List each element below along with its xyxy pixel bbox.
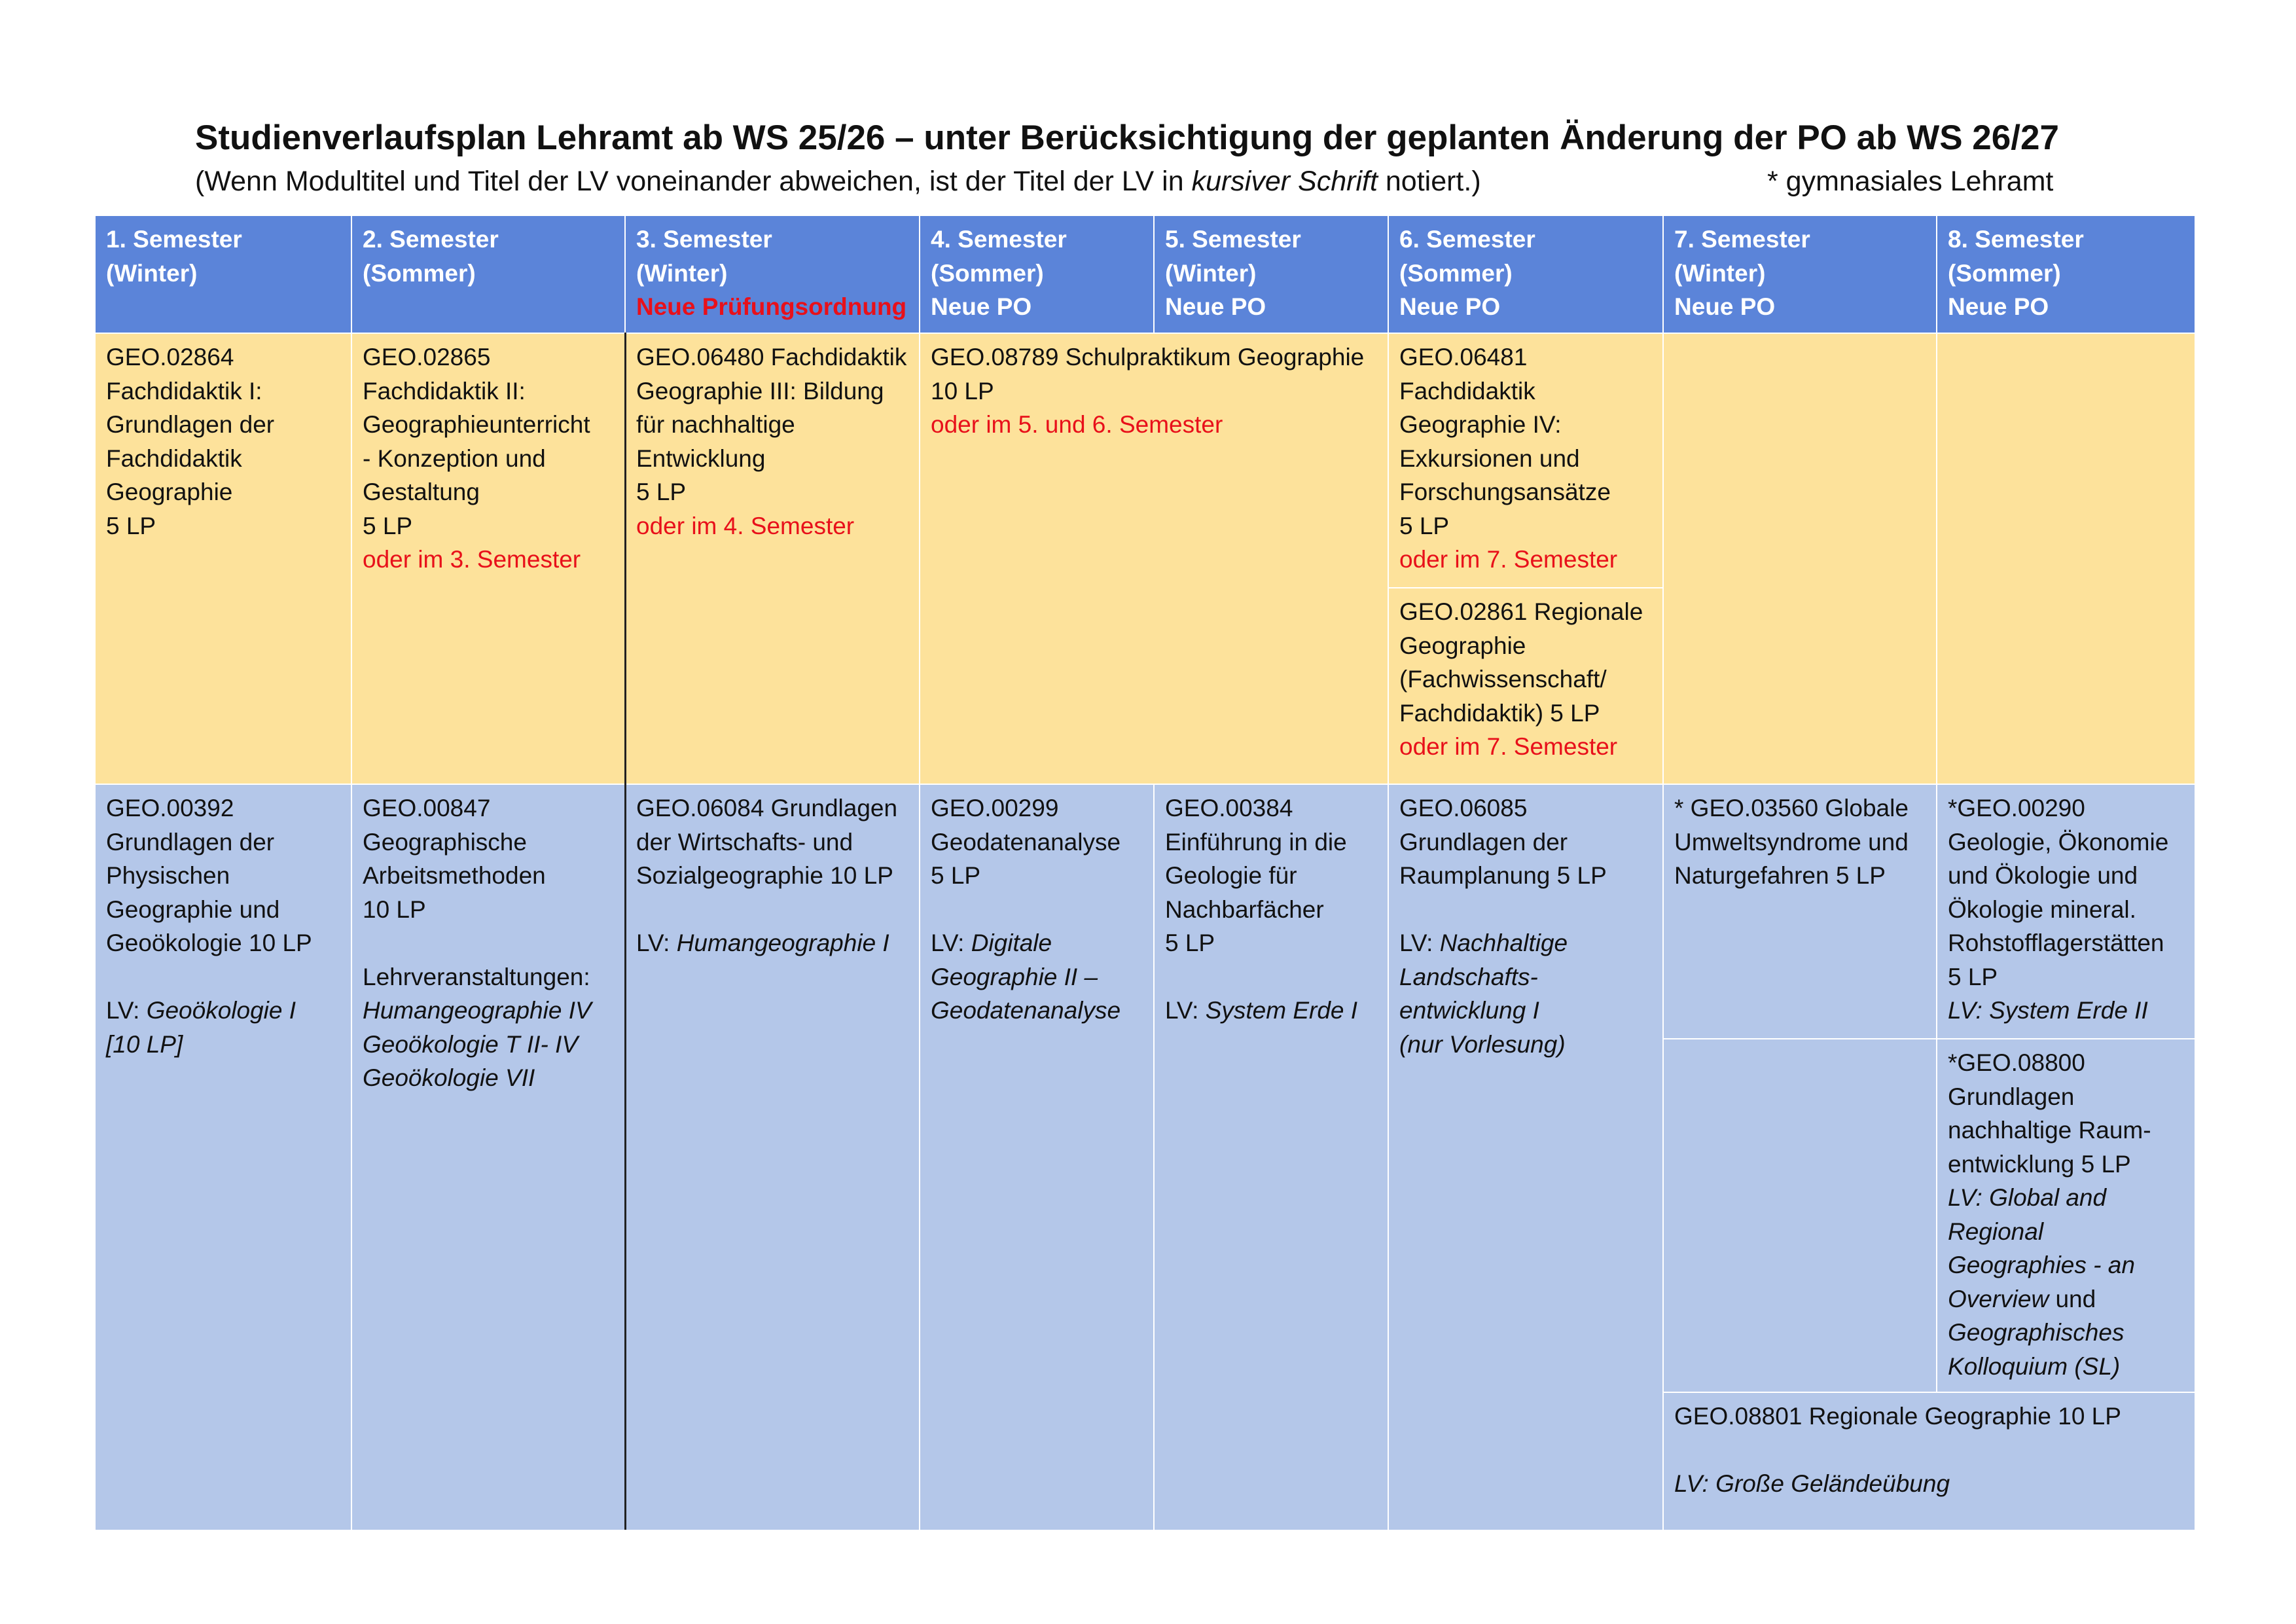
module-geo-08801: GEO.08801 Regionale Geographie 10 LP LV: Große Geländeübung — [1664, 1393, 2195, 1530]
header-semester-4: 4. Semester (Sommer) Neue PO — [920, 216, 1153, 333]
module-geo-02864: GEO.02864 Fachdidaktik I: Grundlagen der Fachdidaktik Geographie 5 LP — [96, 334, 351, 784]
subtitle-text: (Wenn Modultitel und Titel der LV voneinander abweichen, ist der Titel der LV in — [195, 166, 1192, 197]
module-geo-06480: GEO.06480 Fachdidaktik Geographie III: Bildung für nachhaltige Entwicklung 5 LP oder im 4. Semester — [626, 334, 919, 784]
subtitle-text-end: notiert.) — [1377, 166, 1481, 197]
module-geo-00392: GEO.00392 Grundlagen der Physischen Geographie und Geoökologie 10 LP LV: Geoökologie I [10 LP] — [96, 785, 351, 1530]
module-geo-00299: GEO.00299 Geodatenanalyse 5 LP LV: Digitale Geographie II – Geodatenanalyse — [920, 785, 1153, 1530]
module-geo-06481: GEO.06481 Fachdidaktik Geographie IV: Exkursionen und Forschungsansätze 5 LP oder im 7. Semester — [1389, 334, 1662, 587]
subtitle-italic-text: kursiver Schrift — [1191, 166, 1378, 197]
page-title: Studienverlaufsplan Lehramt ab WS 25/26 – unter Berücksichtigung der geplanten Änderung der PO ab WS 26/27 — [195, 118, 2059, 157]
module-geo-00290: *GEO.00290 Geologie, Ökonomie und Ökologie und Ökologie mineral. Rohstofflagerstätten 5 LP LV: System Erde II — [1937, 785, 2195, 1038]
header-semester-5: 5. Semester (Winter) Neue PO — [1155, 216, 1388, 333]
empty-cell-sem7-didaktik — [1664, 334, 1936, 784]
empty-cell-sem7-fach — [1664, 1039, 1936, 1392]
neue-pruefungsordnung-label: Neue Prüfungsordnung — [636, 293, 907, 320]
empty-cell-sem8-didaktik — [1937, 334, 2195, 784]
module-geo-06084: GEO.06084 Grundlagen der Wirtschafts- und Sozialgeographie 10 LP LV: Humangeographie I — [626, 785, 919, 1530]
module-geo-00847: GEO.00847 Geographische Arbeitsmethoden 10 LP Lehrveranstaltungen: Humangeographie IV Geoökologie T II- IV Geoökologie VII — [352, 785, 624, 1530]
page-subtitle — [195, 166, 1481, 198]
module-geo-03560: * GEO.03560 Globale Umweltsyndrome und Naturgefahren 5 LP — [1664, 785, 1936, 1038]
header-semester-8: 8. Semester (Sommer) Neue PO — [1937, 216, 2195, 333]
header-semester-3: 3. Semester (Winter) Neue Prüfungsordnung — [626, 216, 919, 333]
header-semester-7: 7. Semester (Winter) Neue PO — [1664, 216, 1936, 333]
module-geo-08800: *GEO.08800 Grundlagen nachhaltige Raum- entwicklung 5 LP LV: Global and Regional Geographies - an Overview und Geographisches Kolloquium (SL) — [1937, 1039, 2195, 1392]
header-semester-1: 1. Semester (Winter) — [96, 216, 351, 333]
po-change-divider — [624, 333, 626, 1530]
module-geo-08789: GEO.08789 Schulpraktikum Geographie 10 LP oder im 5. und 6. Semester — [920, 334, 1388, 784]
module-geo-00384: GEO.00384 Einführung in die Geologie für Nachbarfächer 5 LP LV: System Erde I — [1155, 785, 1388, 1530]
header-semester-2: 2. Semester (Sommer) — [352, 216, 624, 333]
module-geo-02865: GEO.02865 Fachdidaktik II: Geographieunterricht - Konzeption und Gestaltung 5 LP oder im 3. Semester — [352, 334, 624, 784]
module-geo-06085: GEO.06085 Grundlagen der Raumplanung 5 LP LV: Nachhaltige Landschafts- entwicklung I (nur Vorlesung) — [1389, 785, 1662, 1530]
module-geo-02861: GEO.02861 Regionale Geographie (Fachwissenschaft/ Fachdidaktik) 5 LP oder im 7. Semester — [1389, 588, 1662, 784]
footnote-gymnasial: * gymnasiales Lehramt — [1767, 166, 2054, 197]
header-semester-6: 6. Semester (Sommer) Neue PO — [1389, 216, 1662, 333]
